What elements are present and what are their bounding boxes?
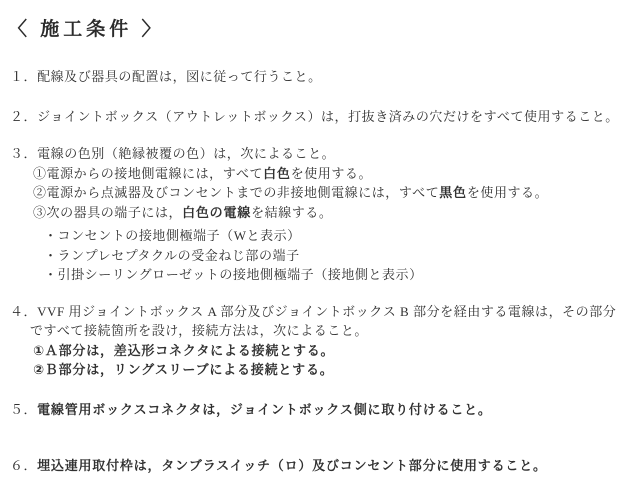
condition-line — [8, 265, 634, 285]
text-segment: ５． — [10, 401, 38, 417]
text-segment: ４．VVF 用ジョイントボックス A 部分及びジョイントボックス B 部分を経由する電線は，その部分 — [10, 303, 617, 319]
condition-item-1 — [8, 67, 634, 87]
condition-item-2 — [8, 107, 634, 127]
condition-item-4 — [8, 302, 634, 380]
text-segment: ・コンセントの接地側極端子（Wと表示） — [44, 228, 301, 243]
emphasis-text: 埋込連用取付枠は，タンブラスイッチ（ロ）及びコンセント部分に使用すること。 — [37, 458, 547, 473]
condition-line — [8, 321, 634, 341]
condition-line — [8, 360, 634, 380]
condition-line — [8, 226, 634, 246]
text-segment: ③次の器具の端子には， — [33, 204, 183, 220]
text-segment: ３．電線の色別（絶縁被覆の色）は，次によること。 — [10, 146, 336, 161]
text-segment: １．配線及び器具の配置は，図に従って行うこと。 — [10, 69, 322, 84]
emphasis-text: 黒色 — [439, 185, 467, 200]
emphasis-text: ①Ａ部分は，差込形コネクタによる接続とする。 — [33, 342, 335, 358]
condition-item-5 — [8, 400, 634, 420]
condition-line — [8, 164, 634, 184]
text-segment: を結線する。 — [251, 204, 333, 220]
text-segment: ・ランプレセプタクルの受金ねじ部の端子 — [44, 247, 300, 263]
page-title: 〈 施工条件 〉 — [8, 19, 165, 40]
condition-line — [8, 203, 634, 223]
emphasis-text: ②Ｂ部分は，リングスリーブによる接続とする。 — [33, 362, 334, 377]
text-segment: ②電源から点滅器及びコンセントまでの非接地側電線には，すべて — [33, 185, 440, 200]
condition-line — [8, 183, 634, 203]
condition-line — [8, 400, 634, 420]
condition-line — [8, 246, 634, 266]
condition-line — [8, 302, 634, 322]
condition-item-6 — [8, 456, 634, 476]
text-segment: ですべて接続箇所を設け，接続方法は，次によること。 — [30, 323, 368, 338]
condition-item-3 — [8, 144, 634, 285]
condition-line — [8, 456, 634, 476]
text-segment: ・引掛シーリングローゼットの接地側極端子（接地側と表示） — [44, 267, 423, 282]
emphasis-text: 白色 — [263, 165, 291, 181]
emphasis-text: 電線管用ボックスコネクタは，ジョイントボックス側に取り付けること。 — [37, 401, 492, 417]
text-segment: を使用する。 — [290, 165, 373, 181]
text-segment: ①電源からの接地側電線には，すべて — [33, 165, 264, 181]
condition-line — [8, 107, 634, 127]
text-segment: ２．ジョイントボックス（アウトレットボックス）は，打抜き済みの穴だけをすべて使用すること。 — [10, 108, 619, 124]
text-segment: ６． — [10, 458, 38, 473]
text-segment: を使用する。 — [466, 185, 549, 200]
condition-line — [8, 341, 634, 361]
conditions-list — [8, 67, 634, 476]
emphasis-text: 白色の電線 — [182, 204, 252, 220]
condition-line — [8, 67, 634, 87]
condition-line — [8, 144, 634, 164]
